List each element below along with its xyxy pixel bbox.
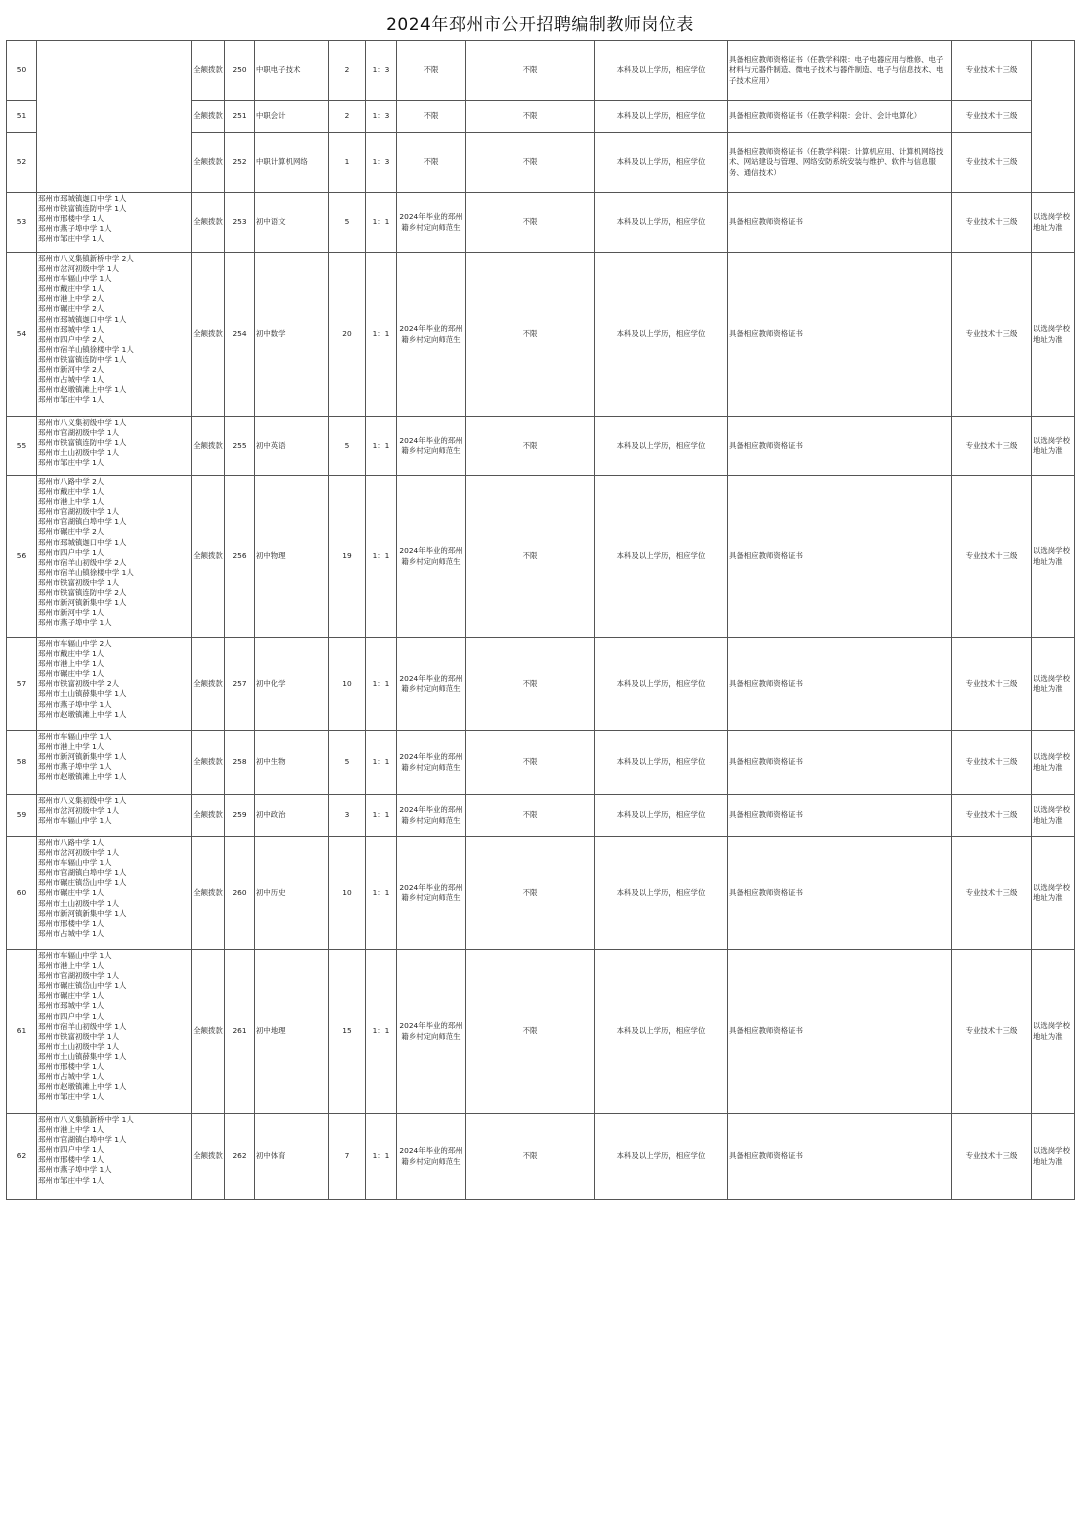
school-entry: 邳州市邹庄中学 1人 (38, 395, 105, 405)
school-entry: 邳州市港上中学 2人 (38, 294, 105, 304)
recruit-count: 5 (329, 417, 366, 476)
major-requirement: 不限 (466, 253, 595, 417)
schools-cell (37, 253, 192, 417)
other-requirement: 具备相应教师资格证书 (728, 253, 952, 417)
school-entry: 邳州市八义集镇新桥中学 2人 (38, 254, 134, 263)
row-number: 57 (7, 638, 37, 731)
schools-cell (37, 837, 192, 950)
school-entry: 邳州市车辐山中学 1人 (38, 816, 112, 826)
school-entry: 邳州市八路中学 1人 (38, 838, 105, 847)
post-level: 专业技术十三级 (952, 417, 1032, 476)
school-entry: 邳州市新河镇新集中学 1人 (38, 598, 127, 608)
post-level: 专业技术十三级 (952, 476, 1032, 638)
post-name: 初中历史 (255, 837, 329, 950)
school-entry: 邳州市邢楼中学 1人 (38, 214, 105, 224)
schools-cell (37, 795, 192, 837)
exam-ratio: 1：1 (366, 476, 397, 638)
exam-ratio: 1：1 (366, 731, 397, 795)
school-entry: 邳州市邳城中学 1人 (38, 1001, 105, 1011)
table-body (7, 41, 1075, 1200)
major-requirement: 不限 (466, 1114, 595, 1200)
school-entry: 邳州市燕子埠中学 1人 (38, 699, 112, 709)
funding-type: 全额拨款 (192, 193, 225, 253)
post-code: 252 (225, 133, 255, 193)
post-name: 初中语文 (255, 193, 329, 253)
education-requirement: 本科及以上学历，相应学位 (595, 101, 728, 133)
post-level: 专业技术十三级 (952, 133, 1032, 193)
post-code: 250 (225, 41, 255, 101)
funding-type: 全额拨款 (192, 731, 225, 795)
note-cell: 以选岗学校地址为准 (1032, 950, 1075, 1114)
other-requirement: 具备相应教师资格证书（任教学科限：电子电器应用与维修、电子材料与元器件制造、微电子技术与器件制造、电子与信息技术、电子技术应用） (728, 41, 952, 101)
school-entry: 邳州市四户中学 2人 (38, 334, 105, 344)
note-cell: 以选岗学校地址为准 (1032, 638, 1075, 731)
schools-cell (37, 193, 192, 253)
recruit-target: 2024年毕业的邳州籍乡村定向师范生 (397, 638, 466, 731)
recruit-count: 20 (329, 253, 366, 417)
other-requirement: 具备相应教师资格证书 (728, 795, 952, 837)
school-entry: 邳州市港上中学 1人 (38, 961, 105, 971)
school-entry: 邳州市邳城中学 1人 (38, 324, 105, 334)
school-entry: 邳州市燕子埠中学 1人 (38, 762, 112, 772)
school-entry: 邳州市铁富镇连防中学 1人 (38, 438, 127, 448)
school-entry: 邳州市港上中学 1人 (38, 659, 105, 669)
recruit-count: 19 (329, 476, 366, 638)
education-requirement: 本科及以上学历，相应学位 (595, 476, 728, 638)
funding-type: 全额拨款 (192, 476, 225, 638)
recruit-target: 2024年毕业的邳州籍乡村定向师范生 (397, 950, 466, 1114)
post-name: 初中地理 (255, 950, 329, 1114)
recruit-target: 2024年毕业的邳州籍乡村定向师范生 (397, 417, 466, 476)
post-name: 初中物理 (255, 476, 329, 638)
school-entry: 邳州市港上中学 1人 (38, 1125, 105, 1135)
post-level: 专业技术十三级 (952, 101, 1032, 133)
table-row (7, 731, 1075, 795)
school-entry: 邳州市燕子埠中学 1人 (38, 1165, 112, 1175)
exam-ratio: 1：3 (366, 101, 397, 133)
schools-cell (37, 417, 192, 476)
recruit-target: 2024年毕业的邳州籍乡村定向师范生 (397, 476, 466, 638)
school-entry: 邳州市赵墩镇滩上中学 1人 (38, 385, 127, 395)
post-level: 专业技术十三级 (952, 253, 1032, 417)
table-row (7, 253, 1075, 417)
recruit-target: 2024年毕业的邳州籍乡村定向师范生 (397, 795, 466, 837)
school-entry: 邳州市燕子埠中学 1人 (38, 618, 112, 628)
post-name: 初中生物 (255, 731, 329, 795)
school-entry: 邳州市官湖初级中学 1人 (38, 507, 119, 517)
school-entry: 邳州市宿羊山初级中学 1人 (38, 1021, 127, 1031)
schools-cell (37, 731, 192, 795)
school-entry: 邳州市车辐山中学 2人 (38, 639, 112, 648)
funding-type: 全额拨款 (192, 417, 225, 476)
row-number: 58 (7, 731, 37, 795)
school-entry: 邳州市邳城镇迦口中学 1人 (38, 194, 127, 203)
school-entry: 邳州市邹庄中学 1人 (38, 1092, 105, 1102)
row-number: 54 (7, 253, 37, 417)
page-title: 2024年邳州市公开招聘编制教师岗位表 (386, 15, 694, 35)
school-entry: 邳州市邢楼中学 1人 (38, 918, 105, 928)
post-level: 专业技术十三级 (952, 950, 1032, 1114)
school-entry: 邳州市碾庄镇岱山中学 1人 (38, 878, 127, 888)
positions-table (6, 40, 1075, 1200)
school-entry: 邳州市铁富初级中学 1人 (38, 1031, 119, 1041)
exam-ratio: 1：1 (366, 417, 397, 476)
recruit-target: 不限 (397, 133, 466, 193)
post-level: 专业技术十三级 (952, 1114, 1032, 1200)
school-entry: 邳州市碾庄镇岱山中学 1人 (38, 981, 127, 991)
funding-type: 全额拨款 (192, 638, 225, 731)
school-entry: 邳州市新河中学 2人 (38, 365, 105, 375)
major-requirement: 不限 (466, 193, 595, 253)
major-requirement: 不限 (466, 950, 595, 1114)
school-entry: 邳州市车辐山中学 1人 (38, 951, 112, 960)
education-requirement: 本科及以上学历，相应学位 (595, 133, 728, 193)
major-requirement: 不限 (466, 795, 595, 837)
education-requirement: 本科及以上学历，相应学位 (595, 795, 728, 837)
exam-ratio: 1：3 (366, 133, 397, 193)
table-row (7, 193, 1075, 253)
funding-type: 全额拨款 (192, 795, 225, 837)
school-entry: 邳州市铁富镇连防中学 2人 (38, 588, 127, 598)
row-number: 53 (7, 193, 37, 253)
row-number: 61 (7, 950, 37, 1114)
other-requirement: 具备相应教师资格证书（任教学科限：计算机应用、计算机网络技术、网站建设与管理、网络安防系统安装与维护、软件与信息服务、通信技术） (728, 133, 952, 193)
recruit-count: 10 (329, 638, 366, 731)
funding-type: 全额拨款 (192, 950, 225, 1114)
note-cell: 以选岗学校地址为准 (1032, 193, 1075, 253)
school-entry: 邳州市八路中学 2人 (38, 477, 105, 486)
school-entry: 邳州市新河中学 1人 (38, 608, 105, 618)
major-requirement: 不限 (466, 638, 595, 731)
school-entry: 邳州市官湖初级中学 1人 (38, 971, 119, 981)
funding-type: 全额拨款 (192, 101, 225, 133)
recruit-count: 1 (329, 133, 366, 193)
table-row (7, 417, 1075, 476)
recruit-count: 2 (329, 101, 366, 133)
school-entry: 邳州市赵墩镇滩上中学 1人 (38, 709, 127, 719)
post-code: 251 (225, 101, 255, 133)
post-code: 259 (225, 795, 255, 837)
note-cell: 以选岗学校地址为准 (1032, 417, 1075, 476)
exam-ratio: 1：1 (366, 837, 397, 950)
school-entry: 邳州市官湖镇白埠中学 1人 (38, 1135, 127, 1145)
school-entry: 邳州市车辐山中学 1人 (38, 858, 112, 868)
recruit-target: 2024年毕业的邳州籍乡村定向师范生 (397, 193, 466, 253)
school-entry: 邳州市官湖初级中学 1人 (38, 428, 119, 438)
school-entry: 邳州市新河镇新集中学 1人 (38, 908, 127, 918)
table-row (7, 1114, 1075, 1200)
other-requirement: 具备相应教师资格证书 (728, 731, 952, 795)
school-entry: 邳州市岔河初级中学 1人 (38, 848, 119, 858)
education-requirement: 本科及以上学历，相应学位 (595, 1114, 728, 1200)
note-cell (1032, 41, 1075, 193)
row-number: 60 (7, 837, 37, 950)
recruit-target: 2024年毕业的邳州籍乡村定向师范生 (397, 837, 466, 950)
row-number: 55 (7, 417, 37, 476)
school-entry: 邳州市铁富初级中学 1人 (38, 577, 119, 587)
schools-cell (37, 950, 192, 1114)
school-entry: 邳州市邳城镇迦口中学 1人 (38, 537, 127, 547)
schools-cell (37, 41, 192, 193)
row-number: 59 (7, 795, 37, 837)
school-entry: 邳州市碾庄中学 2人 (38, 304, 105, 314)
exam-ratio: 1：1 (366, 795, 397, 837)
school-entry: 邳州市占城中学 1人 (38, 928, 105, 938)
recruit-target: 2024年毕业的邳州籍乡村定向师范生 (397, 731, 466, 795)
school-entry: 邳州市碾庄中学 2人 (38, 527, 105, 537)
post-name: 初中英语 (255, 417, 329, 476)
other-requirement: 具备相应教师资格证书 (728, 638, 952, 731)
post-code: 262 (225, 1114, 255, 1200)
school-entry: 邳州市岔河初级中学 1人 (38, 806, 119, 816)
post-code: 255 (225, 417, 255, 476)
major-requirement: 不限 (466, 133, 595, 193)
note-cell: 以选岗学校地址为准 (1032, 731, 1075, 795)
school-entry: 邳州市土山镇薛集中学 1人 (38, 1051, 127, 1061)
post-level: 专业技术十三级 (952, 795, 1032, 837)
recruit-count: 5 (329, 193, 366, 253)
funding-type: 全额拨款 (192, 41, 225, 101)
education-requirement: 本科及以上学历，相应学位 (595, 41, 728, 101)
schools-cell (37, 476, 192, 638)
school-entry: 邳州市碾庄中学 1人 (38, 991, 105, 1001)
major-requirement: 不限 (466, 41, 595, 101)
school-entry: 邳州市赵墩镇滩上中学 1人 (38, 1082, 127, 1092)
school-entry: 邳州市铁富镇连防中学 1人 (38, 204, 127, 214)
recruit-count: 3 (329, 795, 366, 837)
school-entry: 邳州市占城中学 1人 (38, 1072, 105, 1082)
major-requirement: 不限 (466, 417, 595, 476)
major-requirement: 不限 (466, 731, 595, 795)
school-entry: 邳州市燕子埠中学 1人 (38, 224, 112, 234)
table-row (7, 638, 1075, 731)
recruit-count: 2 (329, 41, 366, 101)
major-requirement: 不限 (466, 101, 595, 133)
school-entry: 邳州市邢楼中学 1人 (38, 1062, 105, 1072)
post-level: 专业技术十三级 (952, 638, 1032, 731)
education-requirement: 本科及以上学历，相应学位 (595, 837, 728, 950)
post-level: 专业技术十三级 (952, 193, 1032, 253)
table-row (7, 837, 1075, 950)
post-code: 256 (225, 476, 255, 638)
row-number: 51 (7, 101, 37, 133)
school-entry: 邳州市土山镇薛集中学 1人 (38, 689, 127, 699)
other-requirement: 具备相应教师资格证书 (728, 950, 952, 1114)
note-cell: 以选岗学校地址为准 (1032, 476, 1075, 638)
school-entry: 邳州市车辐山中学 1人 (38, 732, 112, 741)
school-entry: 邳州市官湖镇白埠中学 1人 (38, 517, 127, 527)
school-entry: 邳州市官湖镇白埠中学 1人 (38, 868, 127, 878)
table-row (7, 476, 1075, 638)
school-entry: 邳州市港上中学 1人 (38, 497, 105, 507)
exam-ratio: 1：3 (366, 41, 397, 101)
recruit-count: 7 (329, 1114, 366, 1200)
school-entry: 邳州市铁富镇连防中学 1人 (38, 354, 127, 364)
major-requirement: 不限 (466, 837, 595, 950)
school-entry: 邳州市邳城镇迦口中学 1人 (38, 314, 127, 324)
recruit-count: 15 (329, 950, 366, 1114)
row-number: 56 (7, 476, 37, 638)
row-number: 62 (7, 1114, 37, 1200)
funding-type: 全额拨款 (192, 837, 225, 950)
exam-ratio: 1：1 (366, 193, 397, 253)
post-name: 初中体育 (255, 1114, 329, 1200)
exam-ratio: 1：1 (366, 950, 397, 1114)
post-code: 253 (225, 193, 255, 253)
school-entry: 邳州市土山初级中学 1人 (38, 448, 119, 458)
education-requirement: 本科及以上学历，相应学位 (595, 638, 728, 731)
school-entry: 邳州市碾庄中学 1人 (38, 888, 105, 898)
recruit-count: 5 (329, 731, 366, 795)
school-entry: 邳州市四户中学 1人 (38, 547, 105, 557)
exam-ratio: 1：1 (366, 1114, 397, 1200)
table-row (7, 950, 1075, 1114)
major-requirement: 不限 (466, 476, 595, 638)
school-entry: 邳州市八义集初级中学 1人 (38, 418, 127, 427)
school-entry: 邳州市岔河初级中学 1人 (38, 264, 119, 274)
table-row (7, 795, 1075, 837)
post-level: 专业技术十三级 (952, 731, 1032, 795)
other-requirement: 具备相应教师资格证书（任教学科限：会计、会计电算化） (728, 101, 952, 133)
recruit-target: 2024年毕业的邳州籍乡村定向师范生 (397, 1114, 466, 1200)
school-entry: 邳州市宿羊山镇徐楼中学 1人 (38, 344, 134, 354)
school-entry: 邳州市土山初级中学 1人 (38, 898, 119, 908)
post-name: 中职计算机网络 (255, 133, 329, 193)
funding-type: 全额拨款 (192, 253, 225, 417)
education-requirement: 本科及以上学历，相应学位 (595, 193, 728, 253)
school-entry: 邳州市车辐山中学 1人 (38, 274, 112, 284)
post-code: 254 (225, 253, 255, 417)
post-code: 258 (225, 731, 255, 795)
row-number: 52 (7, 133, 37, 193)
note-cell: 以选岗学校地址为准 (1032, 837, 1075, 950)
school-entry: 邳州市宿羊山镇徐楼中学 1人 (38, 567, 134, 577)
post-code: 260 (225, 837, 255, 950)
school-entry: 邳州市邹庄中学 1人 (38, 458, 105, 468)
other-requirement: 具备相应教师资格证书 (728, 193, 952, 253)
school-entry: 邳州市四户中学 1人 (38, 1145, 105, 1155)
exam-ratio: 1：1 (366, 253, 397, 417)
education-requirement: 本科及以上学历，相应学位 (595, 417, 728, 476)
recruit-target: 不限 (397, 101, 466, 133)
education-requirement: 本科及以上学历，相应学位 (595, 731, 728, 795)
post-code: 257 (225, 638, 255, 731)
school-entry: 邳州市八义集初级中学 1人 (38, 796, 127, 805)
other-requirement: 具备相应教师资格证书 (728, 417, 952, 476)
school-entry: 邳州市港上中学 1人 (38, 742, 105, 752)
row-number: 50 (7, 41, 37, 101)
school-entry: 邳州市占城中学 1人 (38, 375, 105, 385)
schools-cell (37, 638, 192, 731)
school-entry: 邳州市邹庄中学 1人 (38, 1175, 105, 1185)
school-entry: 邳州市戴庄中学 1人 (38, 284, 105, 294)
school-entry: 邳州市铁富初级中学 2人 (38, 679, 119, 689)
funding-type: 全额拨款 (192, 1114, 225, 1200)
post-level: 专业技术十三级 (952, 837, 1032, 950)
school-entry: 邳州市八义集镇新桥中学 1人 (38, 1115, 134, 1124)
exam-ratio: 1：1 (366, 638, 397, 731)
other-requirement: 具备相应教师资格证书 (728, 476, 952, 638)
education-requirement: 本科及以上学历，相应学位 (595, 950, 728, 1114)
post-code: 261 (225, 950, 255, 1114)
post-level: 专业技术十三级 (952, 41, 1032, 101)
school-entry: 邳州市土山初级中学 1人 (38, 1041, 119, 1051)
education-requirement: 本科及以上学历，相应学位 (595, 253, 728, 417)
other-requirement: 具备相应教师资格证书 (728, 1114, 952, 1200)
school-entry: 邳州市戴庄中学 1人 (38, 649, 105, 659)
note-cell: 以选岗学校地址为准 (1032, 795, 1075, 837)
post-name: 初中化学 (255, 638, 329, 731)
school-entry: 邳州市赵墩镇滩上中学 1人 (38, 772, 127, 782)
school-entry: 邳州市四户中学 1人 (38, 1011, 105, 1021)
post-name: 中职会计 (255, 101, 329, 133)
table-row (7, 41, 1075, 101)
note-cell: 以选岗学校地址为准 (1032, 253, 1075, 417)
school-entry: 邳州市戴庄中学 1人 (38, 487, 105, 497)
recruit-target: 不限 (397, 41, 466, 101)
other-requirement: 具备相应教师资格证书 (728, 837, 952, 950)
schools-cell (37, 1114, 192, 1200)
school-entry: 邳州市宿羊山初级中学 2人 (38, 557, 127, 567)
recruit-count: 10 (329, 837, 366, 950)
school-entry: 邳州市碾庄中学 1人 (38, 669, 105, 679)
school-entry: 邳州市邢楼中学 1人 (38, 1155, 105, 1165)
post-name: 初中政治 (255, 795, 329, 837)
post-name: 中职电子技术 (255, 41, 329, 101)
school-entry: 邳州市新河镇新集中学 1人 (38, 752, 127, 762)
post-name: 初中数学 (255, 253, 329, 417)
funding-type: 全额拨款 (192, 133, 225, 193)
note-cell: 以选岗学校地址为准 (1032, 1114, 1075, 1200)
recruit-target: 2024年毕业的邳州籍乡村定向师范生 (397, 253, 466, 417)
school-entry: 邳州市邹庄中学 1人 (38, 234, 105, 244)
